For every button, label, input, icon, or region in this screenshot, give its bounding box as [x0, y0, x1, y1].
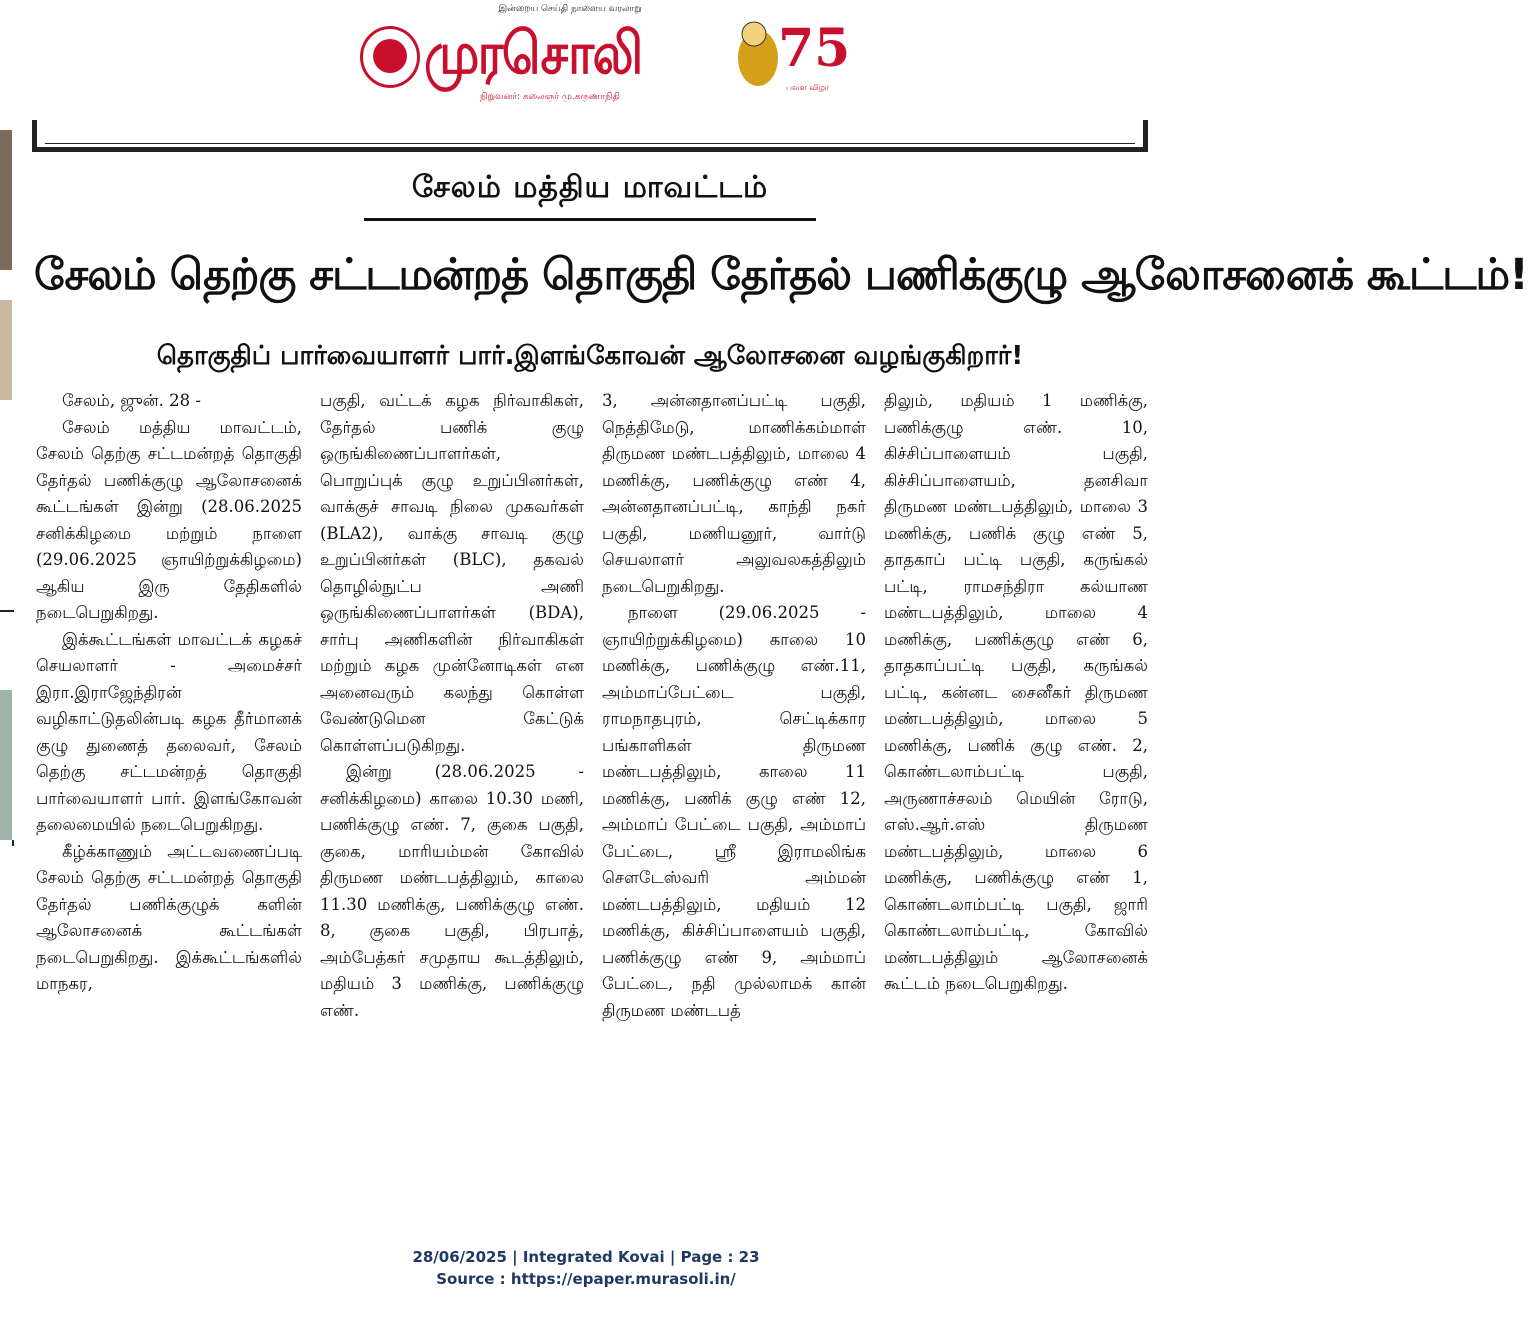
subheadline: தொகுதிப் பார்வையாளர் பார்.இளங்கோவன் ஆலோசனை வழங்குகிறார்!: [156, 341, 1024, 371]
section-underline: [364, 218, 816, 221]
anniversary-note: பவள விழா: [786, 83, 830, 92]
masthead: [360, 4, 851, 116]
article-column-2: [320, 388, 584, 1024]
article-column-1: [36, 388, 302, 998]
top-frame: [32, 120, 1148, 152]
paragraph: பகுதி, வட்டக் கழக நிர்வாகிகள், தேர்தல் பணிக் குழு ஒருங்கிணைப்பாளர்கள், பொறுப்புக் குழு உறுப்பினர்கள், வாக்குச் சாவடி நிலை முகவர்கள் (BLA2), வாக்கு சாவடி குழு உறுப்பினர்கள் (BLC), தகவல் தொழில்நுட்ப அணி ஒருங்கிணைப்பாளர்கள் (BDA), சார்பு அணிகளின் நிர்வாகிகள் மற்றும் கழக முன்னோடிகள் என அனைவரும் கலந்து கொள்ள வேண்டுமென கேட்டுக் கொள்ளப்படுகிறது.: [320, 391, 584, 755]
masthead-subtitle: நிறுவனர்: கலைஞர் மு.கருணாநிதி: [480, 92, 620, 102]
paragraph: நாளை (29.06.2025 - ஞாயிற்றுக்கிழமை) காலை 10 மணிக்கு, பணிக்குழு எண்.11, அம்மாப்பேட்டை பகுதி, ராமநாதபுரம், செட்டிக்கார பங்காளிகள் திருமண மண்டபத்திலும், காலை 11 மணிக்கு, பணிக் குழு எண் 12, அம்மாப் பேட்டை பகுதி, அம்மாப் பேட்டை, ஸ்ரீ இராமலிங்க சௌடேஸ்வரி அம்மன் மண்டபத்திலும், மதியம் 12 மணிக்கு, கிச்சிப்பாளையம் பகுதி, பணிக்குழு எண் 9, அம்மாப் பேட்டை, நதி முல்லாமக் கான் திருமண மண்டபத்: [602, 603, 866, 1020]
footer-source-link[interactable]: Source : https://epaper.murasoli.in/: [436, 1270, 736, 1288]
section-title: சேலம் மத்திய மாவட்டம்: [411, 170, 769, 205]
masthead-title: முரசொலி: [424, 19, 642, 87]
article-column-4: [884, 388, 1148, 998]
paragraph: 3, அன்னதானப்பட்டி பகுதி, நெத்திமேடு, மாணிக்கம்மாள் திருமண மண்டபத்திலும், மாலை 4 மணிக்கு, பணிக்குழு எண் 4, அன்னதானப்பட்டி, காந்தி நகர் பகுதி, மணியனூர், வார்டு செயலாளர் அலுவலகத்திலும் நடைபெறுகிறது.: [602, 391, 866, 596]
masthead-tagline: இன்றைய செய்தி நாளைய வரலாறு: [498, 4, 642, 14]
emblem-logo-icon: [360, 26, 420, 88]
paragraph: கீழ்க்காணும் அட்டவணைப்படி சேலம் தெற்கு சட்டமன்றத் தொகுதி தேர்தல் பணிக்குழுக் களின் ஆலோசனைக் கூட்டங்கள் நடைபெறுகிறது. இக்கூட்டங்களில் மாநகர,: [36, 841, 302, 993]
anniversary-logo: [728, 8, 851, 100]
paragraph: இக்கூட்டங்கள் மாவட்டக் கழகச் செயலாளர் - அமைச்சர் இரா.இராஜேந்திரன் வழிகாட்டுதலின்படி கழக தீர்மானக் குழு துணைத் தலைவர், சேலம் தெற்கு சட்டமன்றத் தொகுதி பார்வையாளர் பார். இளங்கோவன் தலைமையில் நடைபெறுகிறது.: [36, 629, 302, 834]
footer-edition-info: 28/06/2025 | Integrated Kovai | Page : 23: [412, 1248, 760, 1266]
dateline: சேலம், ஜுன். 28 -: [62, 391, 201, 410]
article-column-3: [602, 388, 866, 1024]
headline: சேலம் தெற்கு சட்டமன்றத் தொகுதி தேர்தல் பணிக்குழு ஆலோசனைக் கூட்டம்!: [34, 250, 1528, 300]
adjacent-article-strip: [0, 120, 14, 1190]
anniversary-number: 75: [778, 18, 851, 79]
paragraph: இன்று (28.06.2025 - சனிக்கிழமை) காலை 10.30 மணி, பணிக்குழு எண். 7, குகை பகுதி, குகை, மாரியம்மன் கோவில் திருமண மண்டபத்திலும், காலை 11.30 மணிக்கு, பணிக்குழு எண். 8, குகை பகுதி, பிரபாத், அம்பேத்கர் சமுதாய கூடத்திலும், மதியம் 3 மணிக்கு, பணிக்குழு எண்.: [320, 762, 584, 1020]
paragraph: திலும், மதியம் 1 மணிக்கு, பணிக்குழு எண். 10, கிச்சிப்பாளையம் பகுதி, கிச்சிப்பாளையம், தனசிவா திருமண மண்டபத்திலும், மாலை 3 மணிக்கு, பணிக் குழு எண் 5, தாதகாப் பட்டி பகுதி, கருங்கல் பட்டி, ராமசந்திரா கல்யாண மண்டபத்திலும், மாலை 4 மணிக்கு, பணிக்குழு எண் 6, தாதகாப்பட்டி பகுதி, கருங்கல் பட்டி, கன்னட சைனீகர் திருமண மண்டபத்திலும், மாலை 5 மணிக்கு, பணிக் குழு எண். 2, கொண்டலாம்பட்டி பகுதி, அருணாச்சலம் மெயின் ரோடு, எஸ்.ஆர்.எஸ் திருமண மண்டபத்திலும், மாலை 6 மணிக்கு, பணிக்குழு எண் 1, கொண்டலாம்பட்டி பகுதி, ஜாரி கொண்டலாம்பட்டி, கோவில் மண்டபத்திலும் ஆலோசனைக் கூட்டம் நடைபெறுகிறது.: [884, 391, 1148, 993]
paragraph: சேலம் மத்திய மாவட்டம், சேலம் தெற்கு சட்டமன்றத் தொகுதி தேர்தல் பணிக்குழு ஆலோசனைக் கூட்டங்கள் இன்று (28.06.2025 சனிக்கிழமை மற்றும் நாளை (29.06.2025 ஞாயிற்றுக்கிழமை) ஆகிய இரு தேதிகளில் நடைபெறுகிறது.: [36, 417, 302, 622]
